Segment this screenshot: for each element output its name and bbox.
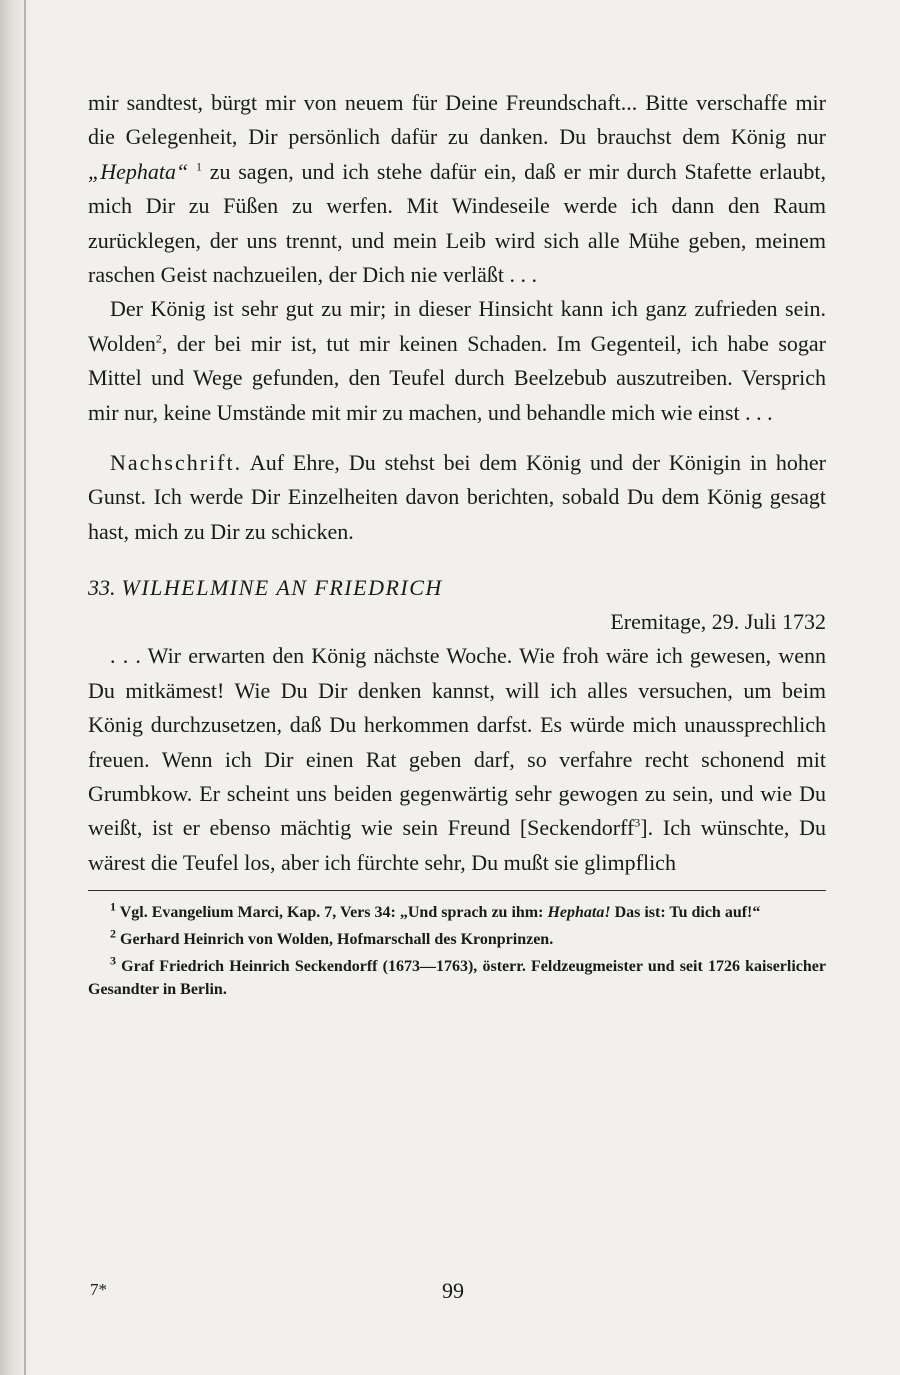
footnote-ref-3: 3 <box>634 815 641 830</box>
text-run: Auf Ehre, Du stehst bei dem König und der Königin in hoher Gunst. Ich werde Dir Einzelheiten davon berichten, sobald Du dem König gesagt hast, mich zu Dir zu schicken. <box>88 450 826 544</box>
postscript-label: Nachschrift. <box>110 450 243 476</box>
footnote-emphasis: Hephata! <box>547 904 611 922</box>
footnote-ref-2: 2 <box>155 331 162 346</box>
letter-33-body <box>88 639 826 880</box>
footnote-text: Das ist: Tu dich auf!“ <box>610 904 761 922</box>
footnote-rule <box>88 890 826 891</box>
letter-heading <box>88 571 826 605</box>
footnote-text: Graf Friedrich Heinrich Seckendorff (1673—1763), österr. Feldzeugmeister und seit 1726 kaiserlicher Gesandter in Berlin. <box>88 958 826 999</box>
page-number: 99 <box>442 1278 464 1303</box>
paragraph <box>88 86 826 292</box>
postscript <box>88 446 826 549</box>
footnote-ref-1: 1 <box>195 159 202 174</box>
footnote-text: Vgl. Evangelium Marci, Kap. 7, Vers 34: „Und sprach zu ihm: <box>116 904 548 922</box>
footnote-number: 2 <box>110 926 116 941</box>
text-run: zu sagen, und ich stehe dafür ein, daß er mir durch Stafette erlaubt, mich Dir zu Füßen zu werfen. Mit Windeseile werde ich dann den Raum zurücklegen, der uns trennt, und mein Leib wird sich alle Mühe geben, meinem raschen Geist nachzueilen, der Dich nie verläßt . . . <box>88 158 827 288</box>
quote-hephata: „Hephata“ <box>88 158 189 184</box>
paragraph <box>88 639 826 880</box>
text-run: . . . Wir erwarten den König nächste Woche. Wie froh wäre ich gewesen, wenn Du mitkämest! Wie Du Dir denken kannst, will ich alles versuchen, um beim König durchzusetzen, daß Du herkommen darfst. Es würde mich unaussprechlich freuen. Wenn ich Dir einen Rat geben darf, so verfahre recht schonend mit Grumbkow. Er scheint uns beiden gegenwärtig sehr gewogen zu sein, und wie Du weißt, ist er ebenso mächtig wie sein Freund [Seckendorff <box>88 643 826 841</box>
book-page <box>88 86 826 1005</box>
footnote-1 <box>88 901 826 924</box>
letter-title: WILHELMINE AN FRIEDRICH <box>121 575 443 601</box>
dateline: Eremitage, 29. Juli 1732 <box>610 609 826 635</box>
footnote-text: Gerhard Heinrich von Wolden, Hofmarschall des Kronprinzen. <box>116 931 554 949</box>
book-gutter-line <box>24 0 26 1375</box>
footnote-3 <box>88 955 826 1001</box>
signature-mark: 7* <box>90 1280 107 1299</box>
letter-continued <box>88 86 826 549</box>
paragraph-gap <box>88 430 826 446</box>
text-run: , der bei mir ist, tut mir keinen Schaden. Im Gegenteil, ich habe sogar Mittel und Wege gefunden, den Teufel durch Beelzebub auszutreiben. Versprich mir nur, keine Umstände mit mir zu machen, und behandle mich wie einst . . . <box>88 330 826 425</box>
text-run: mir sandtest, bürgt mir von neuem für Deine Freundschaft... Bitte verschaffe mir die Gelegenheit, Dir persönlich dafür zu danken. Du brauchst dem König nur <box>88 90 826 150</box>
footnotes <box>88 901 826 1001</box>
paragraph <box>88 292 826 430</box>
footnote-number: 3 <box>110 953 116 968</box>
text-run: Der König ist sehr gut zu mir; in dieser Hinsicht kann ich ganz zufrieden sein. Wolden <box>88 296 826 356</box>
footnote-2 <box>88 928 826 951</box>
letter-number: 33. <box>88 575 116 601</box>
footnote-number: 1 <box>110 899 116 914</box>
text-run: ]. Ich wünschte, Du wärest die Teufel los, aber ich fürchte sehr, Du mußt sie glimpflich <box>88 815 826 875</box>
